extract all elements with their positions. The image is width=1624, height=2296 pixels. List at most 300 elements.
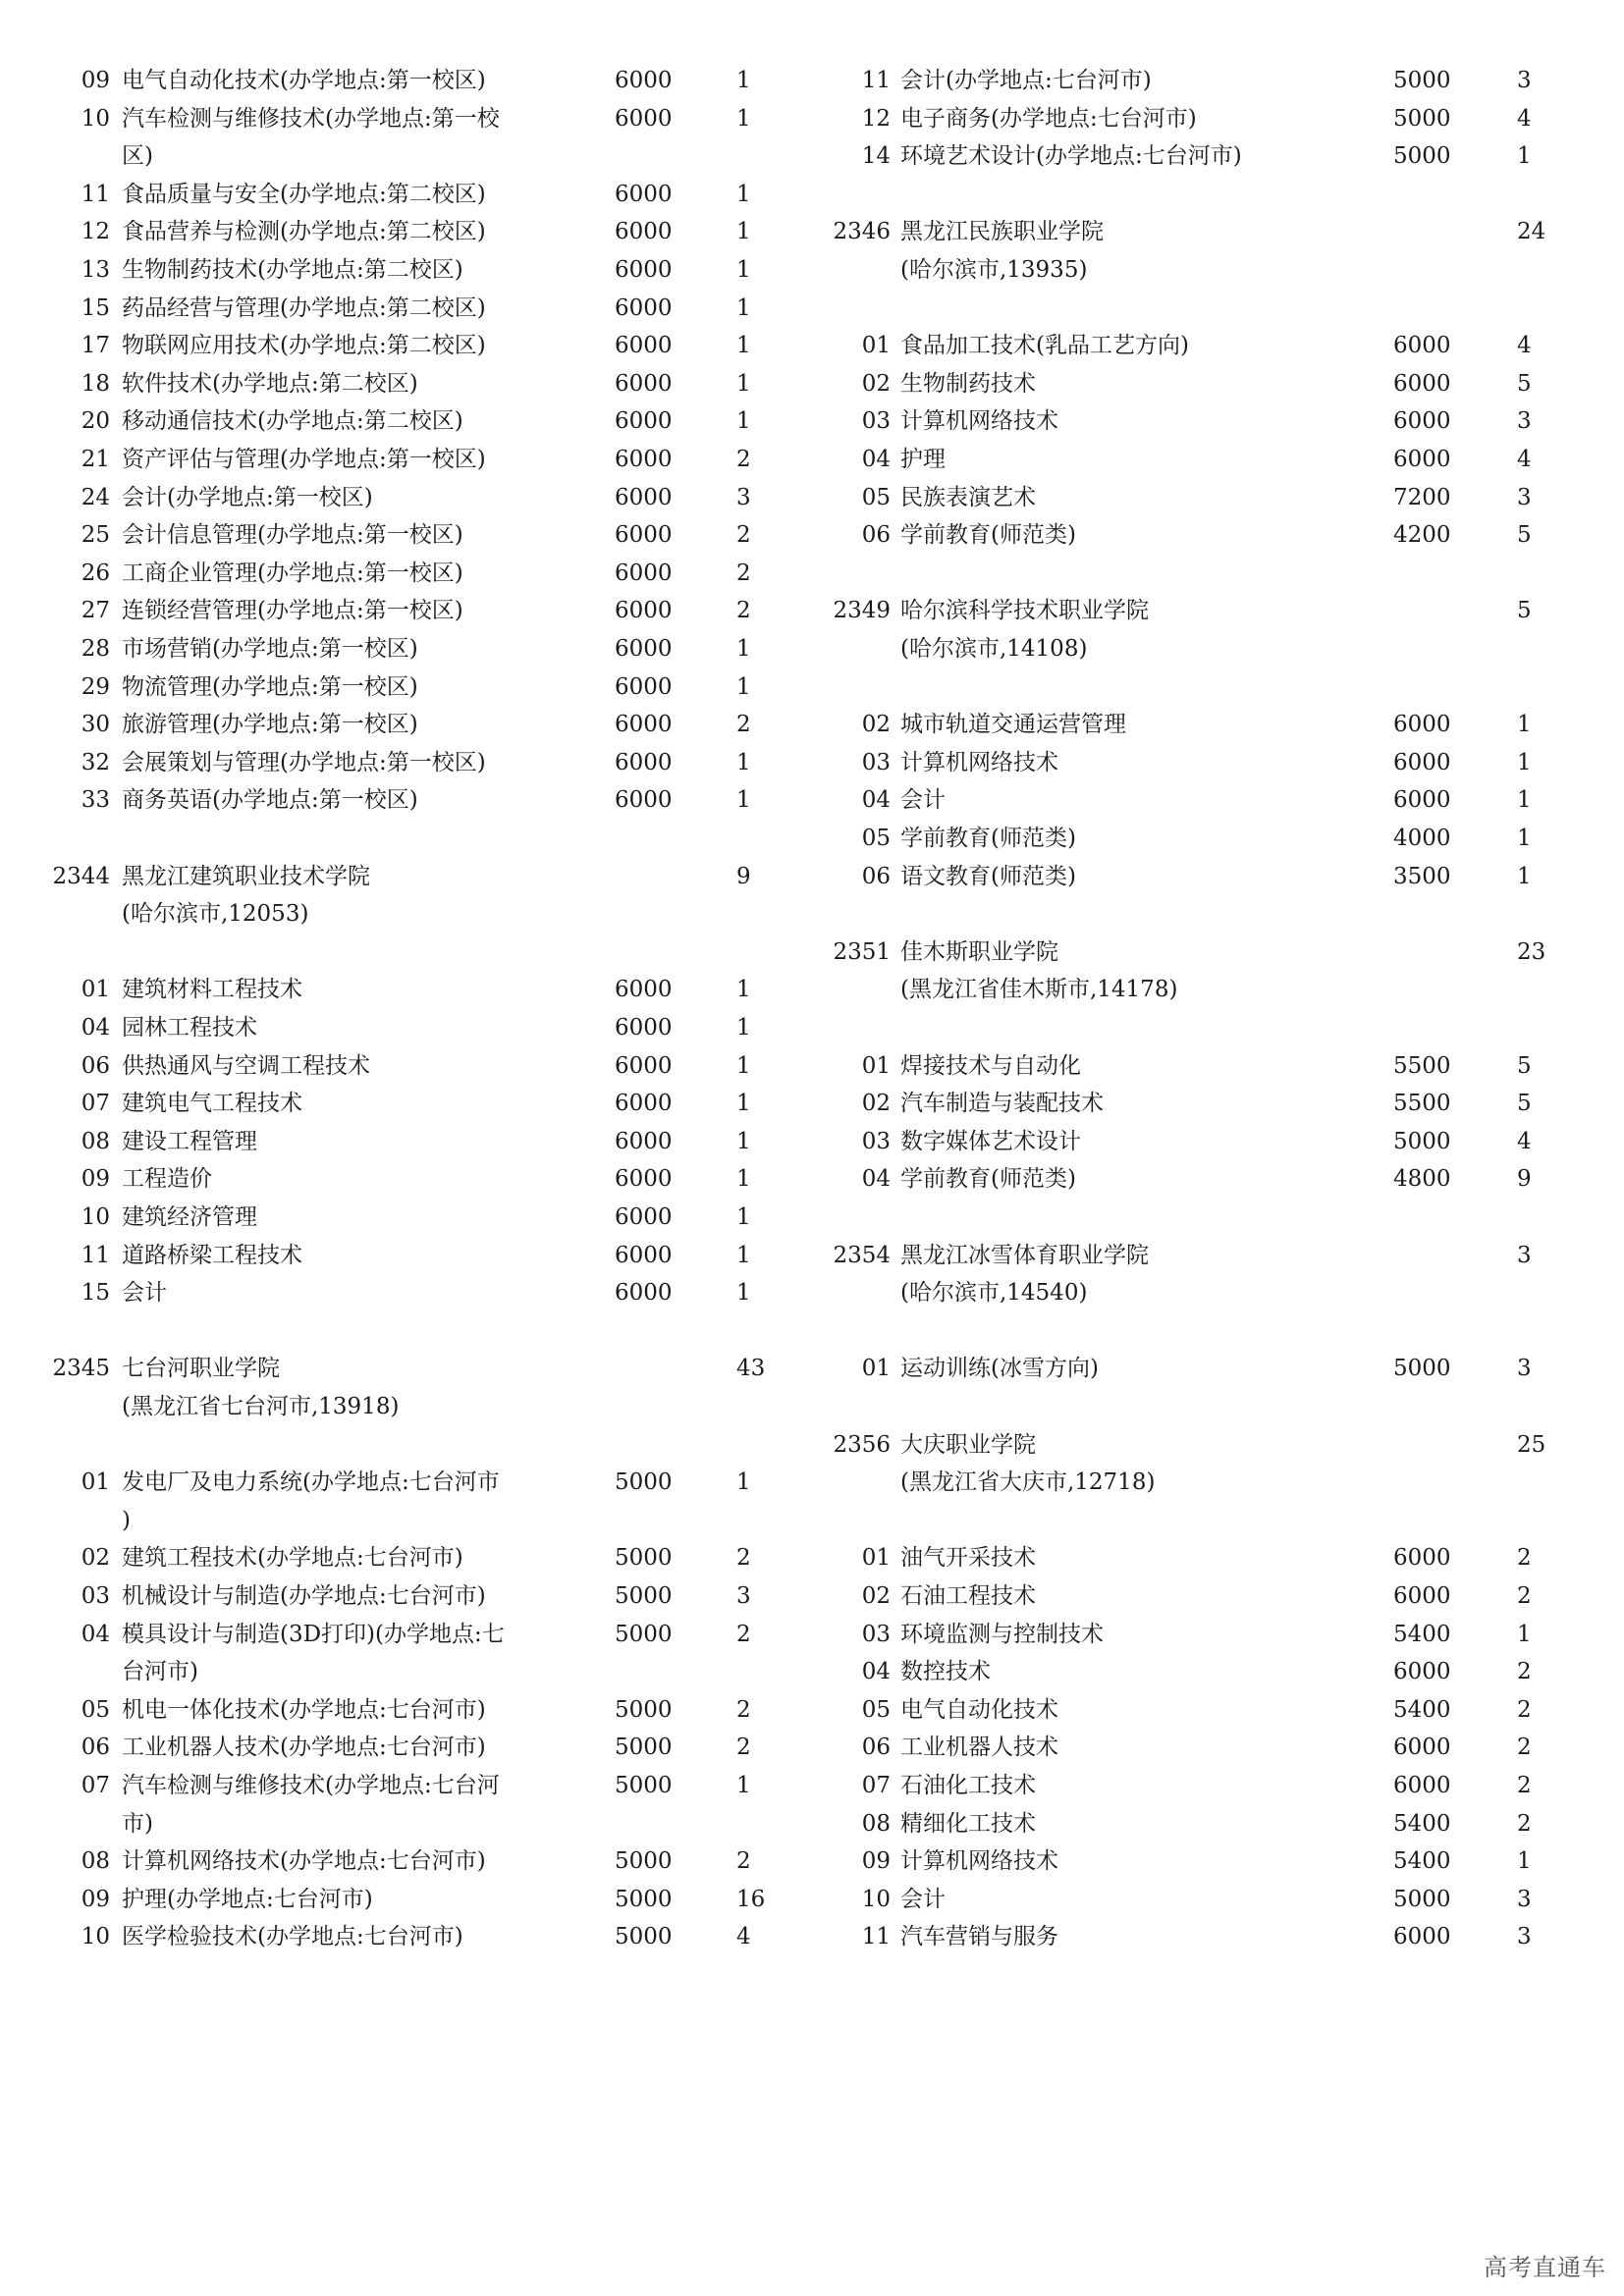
major-name: 工程造价 bbox=[122, 1166, 212, 1193]
school-location: (哈尔滨市,14540) bbox=[900, 1280, 1088, 1307]
left-major-row bbox=[0, 175, 812, 214]
major-name: 旅游管理(办学地点:第一校区) bbox=[122, 712, 418, 738]
major-fee: 6000 bbox=[615, 294, 673, 321]
major-count: 2 bbox=[736, 522, 751, 549]
major-name: 汽车检测与维修技术(办学地点:七台河 bbox=[122, 1773, 500, 1798]
major-count: 2 bbox=[1517, 1773, 1532, 1798]
major-row bbox=[812, 1122, 1624, 1161]
major-row bbox=[812, 857, 1624, 896]
major-name: 发电厂及电力系统(办学地点:七台河市 bbox=[122, 1469, 500, 1496]
major-code: 29 bbox=[81, 673, 110, 700]
major-name: 环境监测与控制技术 bbox=[900, 1621, 1104, 1647]
school-name: 黑龙江民族职业学院 bbox=[900, 219, 1104, 245]
major-fee: 5000 bbox=[1393, 105, 1451, 132]
major-code: 06 bbox=[81, 1052, 110, 1079]
major-name: 供热通风与空调工程技术 bbox=[122, 1052, 370, 1079]
major-code: 09 bbox=[861, 1848, 891, 1875]
major-row bbox=[0, 1273, 812, 1312]
major-row bbox=[812, 1615, 1624, 1654]
major-count: 1 bbox=[736, 1204, 751, 1230]
major-code: 09 bbox=[81, 1166, 110, 1193]
major-fee: 5000 bbox=[615, 1773, 673, 1798]
major-row bbox=[812, 478, 1624, 517]
school-code: 2345 bbox=[52, 1356, 110, 1382]
major-name: 电气自动化技术(办学地点:第一校区) bbox=[122, 68, 486, 93]
left-major-row bbox=[0, 743, 812, 782]
major-row bbox=[0, 1008, 812, 1047]
major-name: 语文教育(师范类) bbox=[900, 863, 1076, 889]
major-code: 18 bbox=[81, 370, 110, 397]
major-count: 1 bbox=[1517, 863, 1532, 889]
major-name: 护理(办学地点:七台河市) bbox=[122, 1886, 373, 1912]
major-fee: 4000 bbox=[1393, 826, 1451, 851]
major-name: 学前教育(师范类) bbox=[900, 826, 1076, 851]
major-code: 04 bbox=[81, 1621, 110, 1647]
major-count: 1 bbox=[736, 787, 751, 814]
left-major-row bbox=[0, 629, 812, 668]
major-row bbox=[812, 1917, 1624, 1956]
major-name: 计算机网络技术 bbox=[900, 749, 1058, 775]
major-fee: 4200 bbox=[1393, 522, 1451, 549]
major-fee: 5000 bbox=[615, 1735, 673, 1761]
major-code: 01 bbox=[861, 1052, 891, 1079]
major-code: 28 bbox=[81, 636, 110, 662]
major-fee: 6000 bbox=[615, 673, 673, 700]
major-name-continued: 市) bbox=[122, 1810, 153, 1837]
major-fee: 6000 bbox=[1393, 1735, 1451, 1761]
major-code: 21 bbox=[81, 447, 110, 472]
major-count: 1 bbox=[736, 408, 751, 435]
major-name: 移动通信技术(办学地点:第二校区) bbox=[122, 408, 463, 435]
left-major-row bbox=[0, 554, 812, 593]
major-fee: 6000 bbox=[615, 522, 673, 549]
major-code: 11 bbox=[81, 181, 110, 207]
major-count: 1 bbox=[736, 68, 751, 93]
left-major-row bbox=[0, 401, 812, 441]
major-fee: 6000 bbox=[615, 484, 673, 510]
major-name: 精细化工技术 bbox=[900, 1810, 1036, 1837]
watermark-label: 高考直通车 bbox=[1484, 2254, 1606, 2281]
major-fee: 5500 bbox=[1393, 1091, 1451, 1117]
major-code: 03 bbox=[861, 1621, 891, 1647]
major-code: 02 bbox=[861, 1091, 891, 1117]
major-fee: 6000 bbox=[615, 598, 673, 624]
major-count: 1 bbox=[736, 1469, 751, 1496]
major-code: 04 bbox=[861, 787, 891, 814]
major-row bbox=[0, 1198, 812, 1237]
major-name: 工业机器人技术 bbox=[900, 1735, 1058, 1761]
left-major-row bbox=[0, 326, 812, 365]
major-count: 2 bbox=[736, 712, 751, 738]
major-fee: 6000 bbox=[615, 181, 673, 207]
left-major-row bbox=[0, 250, 812, 290]
major-name: 会计 bbox=[900, 1886, 946, 1912]
major-code: 09 bbox=[81, 1886, 110, 1912]
major-name: 机械设计与制造(办学地点:七台河市) bbox=[122, 1583, 486, 1609]
major-fee: 5400 bbox=[1393, 1696, 1451, 1723]
major-row bbox=[812, 743, 1624, 782]
school-name: 哈尔滨科学技术职业学院 bbox=[900, 598, 1149, 624]
major-fee: 6000 bbox=[615, 219, 673, 245]
major-count: 1 bbox=[736, 977, 751, 1003]
major-fee: 6000 bbox=[1393, 408, 1451, 435]
major-fee: 5000 bbox=[615, 1621, 673, 1647]
major-fee: 6000 bbox=[615, 749, 673, 775]
major-count: 1 bbox=[1517, 749, 1532, 775]
major-code: 06 bbox=[861, 522, 891, 549]
school-name: 七台河职业学院 bbox=[122, 1356, 280, 1382]
major-count: 3 bbox=[1517, 1924, 1532, 1950]
school-total-count: 9 bbox=[736, 863, 751, 889]
major-row bbox=[812, 1349, 1624, 1388]
major-row bbox=[0, 1690, 812, 1730]
major-row bbox=[812, 1046, 1624, 1086]
major-fee: 5000 bbox=[1393, 143, 1451, 170]
major-fee: 6000 bbox=[1393, 787, 1451, 814]
major-code: 13 bbox=[81, 257, 110, 283]
left-major-row bbox=[0, 99, 812, 138]
major-fee: 5000 bbox=[615, 1583, 673, 1609]
left-major-row bbox=[0, 780, 812, 820]
school-total-count: 25 bbox=[1517, 1431, 1546, 1458]
major-name: 石油化工技术 bbox=[900, 1773, 1036, 1798]
major-count: 4 bbox=[1517, 105, 1532, 132]
school-header-2349 bbox=[812, 591, 1624, 630]
major-count: 1 bbox=[736, 1773, 751, 1798]
school-name: 大庆职业学院 bbox=[900, 1431, 1036, 1458]
major-fee: 7200 bbox=[1393, 484, 1451, 510]
major-code: 10 bbox=[81, 1924, 110, 1950]
major-code: 07 bbox=[81, 1773, 110, 1798]
left-major-row bbox=[0, 478, 812, 517]
major-row bbox=[812, 705, 1624, 744]
major-row bbox=[812, 780, 1624, 820]
major-name: 市场营销(办学地点:第一校区) bbox=[122, 636, 418, 662]
left-major-row bbox=[0, 591, 812, 630]
major-name: 计算机网络技术(办学地点:七台河市) bbox=[122, 1848, 486, 1875]
major-code: 01 bbox=[81, 1469, 110, 1496]
school-location: (黑龙江省大庆市,12718) bbox=[900, 1469, 1156, 1496]
major-row bbox=[0, 1728, 812, 1767]
major-fee: 6000 bbox=[615, 105, 673, 132]
major-count: 1 bbox=[736, 749, 751, 775]
major-count: 1 bbox=[736, 370, 751, 397]
major-fee: 6000 bbox=[615, 712, 673, 738]
major-fee: 5000 bbox=[615, 1696, 673, 1723]
school-name: 佳木斯职业学院 bbox=[900, 938, 1058, 965]
major-count: 4 bbox=[1517, 1128, 1532, 1154]
major-count: 4 bbox=[1517, 333, 1532, 359]
major-name: 学前教育(师范类) bbox=[900, 522, 1076, 549]
major-count: 2 bbox=[736, 560, 751, 586]
major-code: 25 bbox=[81, 522, 110, 549]
major-name: 石油工程技术 bbox=[900, 1583, 1036, 1609]
major-code: 26 bbox=[81, 560, 110, 586]
major-code: 17 bbox=[81, 333, 110, 359]
major-count: 5 bbox=[1517, 370, 1532, 397]
major-fee: 4800 bbox=[1393, 1166, 1451, 1193]
school-header-2354 bbox=[812, 1236, 1624, 1275]
major-code: 01 bbox=[861, 1356, 891, 1382]
major-code: 01 bbox=[81, 977, 110, 1003]
major-name: 运动训练(冰雪方向) bbox=[900, 1356, 1099, 1382]
major-fee: 6000 bbox=[615, 1166, 673, 1193]
school-total-count: 43 bbox=[736, 1356, 766, 1382]
major-row bbox=[0, 1842, 812, 1881]
major-name: 学前教育(师范类) bbox=[900, 1166, 1076, 1193]
major-count: 1 bbox=[736, 1091, 751, 1117]
right-major-row bbox=[812, 99, 1624, 138]
major-name: 电气自动化技术 bbox=[900, 1696, 1058, 1723]
major-count: 2 bbox=[736, 1735, 751, 1761]
major-row bbox=[812, 1766, 1624, 1805]
major-fee: 5000 bbox=[615, 1848, 673, 1875]
school-location: (哈尔滨市,12053) bbox=[122, 901, 309, 928]
major-row bbox=[0, 1766, 812, 1805]
major-name-continued: ) bbox=[122, 1507, 131, 1533]
major-name: 食品营养与检测(办学地点:第二校区) bbox=[122, 219, 486, 245]
school-header-2345 bbox=[0, 1349, 812, 1388]
major-name: 环境艺术设计(办学地点:七台河市) bbox=[900, 143, 1242, 170]
major-fee: 5000 bbox=[615, 1886, 673, 1912]
right-major-row bbox=[812, 136, 1624, 176]
major-count: 1 bbox=[1517, 143, 1532, 170]
major-name-continued: 台河市) bbox=[122, 1659, 198, 1685]
major-code: 14 bbox=[861, 143, 891, 170]
major-row bbox=[812, 1538, 1624, 1577]
major-name: 园林工程技术 bbox=[122, 1015, 257, 1041]
school-total-count: 23 bbox=[1517, 938, 1546, 965]
major-name: 电子商务(办学地点:七台河市) bbox=[900, 105, 1197, 132]
major-code: 06 bbox=[81, 1735, 110, 1761]
major-fee: 5000 bbox=[615, 1545, 673, 1572]
major-count: 1 bbox=[736, 1242, 751, 1268]
major-name: 机电一体化技术(办学地点:七台河市) bbox=[122, 1696, 486, 1723]
school-location: (黑龙江省佳木斯市,14178) bbox=[900, 977, 1178, 1003]
major-name: 会展策划与管理(办学地点:第一校区) bbox=[122, 749, 486, 775]
left-major-row bbox=[0, 440, 812, 479]
major-fee: 6000 bbox=[615, 257, 673, 283]
major-fee: 6000 bbox=[1393, 370, 1451, 397]
major-code: 07 bbox=[81, 1091, 110, 1117]
major-fee: 5400 bbox=[1393, 1848, 1451, 1875]
major-fee: 6000 bbox=[1393, 1545, 1451, 1572]
major-name: 工业机器人技术(办学地点:七台河市) bbox=[122, 1735, 486, 1761]
major-fee: 6000 bbox=[1393, 1924, 1451, 1950]
major-name: 数字媒体艺术设计 bbox=[900, 1128, 1081, 1154]
school-total-count: 5 bbox=[1517, 598, 1532, 624]
major-count: 1 bbox=[1517, 1621, 1532, 1647]
major-fee: 5000 bbox=[1393, 1356, 1451, 1382]
major-row bbox=[0, 1463, 812, 1502]
left-major-row bbox=[0, 364, 812, 403]
major-count: 2 bbox=[1517, 1659, 1532, 1685]
major-name: 会计信息管理(办学地点:第一校区) bbox=[122, 522, 463, 549]
school-code: 2346 bbox=[833, 219, 891, 245]
major-name: 建设工程管理 bbox=[122, 1128, 257, 1154]
major-fee: 6000 bbox=[615, 977, 673, 1003]
right-major-row bbox=[812, 61, 1624, 100]
major-count: 4 bbox=[736, 1924, 751, 1950]
major-name: 建筑材料工程技术 bbox=[122, 977, 302, 1003]
major-count: 2 bbox=[736, 447, 751, 472]
major-code: 10 bbox=[861, 1886, 891, 1912]
major-fee: 6000 bbox=[615, 408, 673, 435]
major-row bbox=[812, 364, 1624, 403]
major-count: 3 bbox=[1517, 484, 1532, 510]
major-fee: 5000 bbox=[615, 1469, 673, 1496]
major-row bbox=[812, 1652, 1624, 1691]
school-header-2351 bbox=[812, 933, 1624, 972]
major-count: 1 bbox=[1517, 1848, 1532, 1875]
major-code: 12 bbox=[861, 105, 891, 132]
major-row bbox=[0, 1122, 812, 1161]
major-count: 1 bbox=[736, 636, 751, 662]
major-row bbox=[0, 1917, 812, 1956]
major-row bbox=[0, 1538, 812, 1577]
major-name: 汽车制造与装配技术 bbox=[900, 1091, 1104, 1117]
major-count: 3 bbox=[736, 484, 751, 510]
major-fee: 6000 bbox=[615, 787, 673, 814]
major-count: 3 bbox=[1517, 408, 1532, 435]
major-fee: 5400 bbox=[1393, 1621, 1451, 1647]
major-count: 2 bbox=[736, 1545, 751, 1572]
major-count: 2 bbox=[736, 1621, 751, 1647]
major-code: 03 bbox=[81, 1583, 110, 1609]
major-count: 1 bbox=[736, 1128, 751, 1154]
major-code: 05 bbox=[861, 826, 891, 851]
major-row bbox=[812, 515, 1624, 555]
major-fee: 6000 bbox=[615, 68, 673, 93]
major-name: 建筑经济管理 bbox=[122, 1204, 257, 1230]
major-name: 模具设计与制造(3D打印)(办学地点:七 bbox=[122, 1621, 505, 1647]
major-row bbox=[812, 440, 1624, 479]
major-name: 会计(办学地点:第一校区) bbox=[122, 484, 373, 510]
major-code: 03 bbox=[861, 1128, 891, 1154]
major-count: 1 bbox=[736, 257, 751, 283]
major-code: 24 bbox=[81, 484, 110, 510]
major-row bbox=[812, 401, 1624, 441]
major-row bbox=[0, 1159, 812, 1199]
major-name: 物联网应用技术(办学地点:第二校区) bbox=[122, 333, 486, 359]
major-count: 3 bbox=[1517, 1886, 1532, 1912]
major-name: 民族表演艺术 bbox=[900, 484, 1036, 510]
major-fee: 5000 bbox=[1393, 1128, 1451, 1154]
major-fee: 6000 bbox=[615, 333, 673, 359]
major-name: 连锁经营管理(办学地点:第一校区) bbox=[122, 598, 463, 624]
major-name: 护理 bbox=[900, 447, 946, 472]
major-name: 商务英语(办学地点:第一校区) bbox=[122, 787, 418, 814]
major-row bbox=[812, 1728, 1624, 1767]
major-fee: 6000 bbox=[1393, 712, 1451, 738]
major-count: 2 bbox=[1517, 1735, 1532, 1761]
major-name: 物流管理(办学地点:第一校区) bbox=[122, 673, 418, 700]
major-code: 11 bbox=[81, 1242, 110, 1268]
school-header-2344 bbox=[0, 857, 812, 896]
major-code: 10 bbox=[81, 105, 110, 132]
left-major-row bbox=[0, 212, 812, 251]
school-location: (哈尔滨市,13935) bbox=[900, 257, 1088, 283]
school-code: 2349 bbox=[833, 598, 891, 624]
major-name: 焊接技术与自动化 bbox=[900, 1052, 1081, 1079]
school-location: (黑龙江省七台河市,13918) bbox=[122, 1394, 400, 1419]
major-count: 5 bbox=[1517, 522, 1532, 549]
major-fee: 6000 bbox=[615, 636, 673, 662]
major-name: 资产评估与管理(办学地点:第一校区) bbox=[122, 447, 486, 472]
major-name: 汽车营销与服务 bbox=[900, 1924, 1058, 1950]
major-code: 06 bbox=[861, 863, 891, 889]
major-count: 5 bbox=[1517, 1091, 1532, 1117]
major-name: 工商企业管理(办学地点:第一校区) bbox=[122, 560, 463, 586]
major-fee: 6000 bbox=[615, 1015, 673, 1041]
major-fee: 6000 bbox=[615, 1128, 673, 1154]
major-code: 02 bbox=[861, 712, 891, 738]
major-name: 建筑工程技术(办学地点:七台河市) bbox=[122, 1545, 463, 1572]
school-header-2346 bbox=[812, 212, 1624, 251]
school-name: 黑龙江冰雪体育职业学院 bbox=[900, 1242, 1149, 1268]
major-fee: 5000 bbox=[1393, 1886, 1451, 1912]
major-name: 汽车检测与维修技术(办学地点:第一校 bbox=[122, 105, 500, 132]
major-count: 2 bbox=[1517, 1583, 1532, 1609]
major-fee: 6000 bbox=[1393, 1659, 1451, 1685]
major-count: 1 bbox=[736, 333, 751, 359]
major-count: 3 bbox=[1517, 1356, 1532, 1382]
major-name: 计算机网络技术 bbox=[900, 1848, 1058, 1875]
major-row bbox=[812, 1576, 1624, 1616]
major-name: 食品加工技术(乳品工艺方向) bbox=[900, 333, 1189, 359]
major-fee: 6000 bbox=[615, 560, 673, 586]
major-code: 04 bbox=[861, 1166, 891, 1193]
major-count: 4 bbox=[1517, 447, 1532, 472]
major-name: 软件技术(办学地点:第二校区) bbox=[122, 370, 418, 397]
major-name: 生物制药技术(办学地点:第二校区) bbox=[122, 257, 463, 283]
school-location: (哈尔滨市,14108) bbox=[900, 636, 1088, 662]
major-row bbox=[812, 1084, 1624, 1123]
major-code: 33 bbox=[81, 787, 110, 814]
school-code: 2356 bbox=[833, 1431, 891, 1458]
major-row bbox=[0, 1615, 812, 1654]
school-header-2356 bbox=[812, 1425, 1624, 1465]
major-code: 04 bbox=[81, 1015, 110, 1041]
left-major-row bbox=[0, 667, 812, 707]
major-count: 1 bbox=[736, 1015, 751, 1041]
major-fee: 3500 bbox=[1393, 863, 1451, 889]
major-fee: 6000 bbox=[1393, 749, 1451, 775]
major-code: 20 bbox=[81, 408, 110, 435]
major-row bbox=[812, 1159, 1624, 1199]
school-total-count: 3 bbox=[1517, 1242, 1532, 1268]
major-name: 食品质量与安全(办学地点:第二校区) bbox=[122, 181, 486, 207]
major-count: 1 bbox=[1517, 787, 1532, 814]
major-name: 建筑电气工程技术 bbox=[122, 1091, 302, 1117]
major-code: 03 bbox=[861, 408, 891, 435]
major-count: 1 bbox=[736, 1166, 751, 1193]
major-code: 05 bbox=[861, 484, 891, 510]
major-code: 06 bbox=[861, 1735, 891, 1761]
major-fee: 6000 bbox=[615, 1052, 673, 1079]
major-row bbox=[0, 1046, 812, 1086]
major-row bbox=[812, 1842, 1624, 1881]
major-code: 15 bbox=[81, 294, 110, 321]
major-count: 1 bbox=[736, 181, 751, 207]
major-code: 08 bbox=[81, 1848, 110, 1875]
major-code: 11 bbox=[861, 68, 891, 93]
major-code: 05 bbox=[81, 1696, 110, 1723]
major-code: 32 bbox=[81, 749, 110, 775]
major-row bbox=[0, 1236, 812, 1275]
major-code: 02 bbox=[861, 370, 891, 397]
major-row bbox=[0, 1576, 812, 1616]
